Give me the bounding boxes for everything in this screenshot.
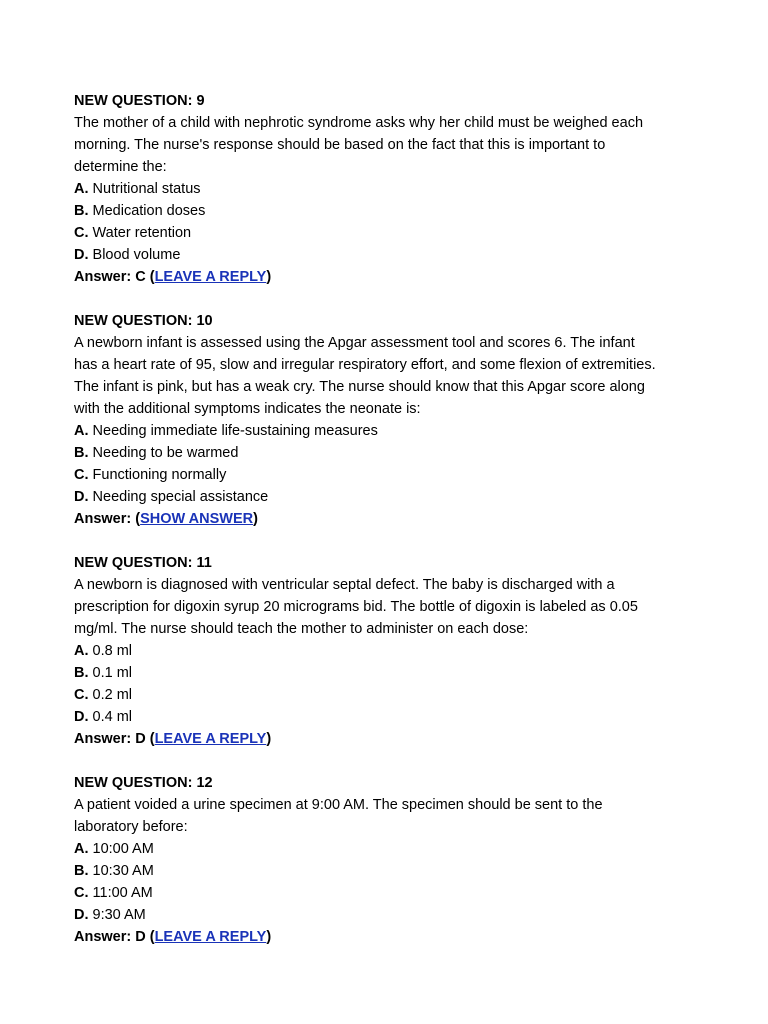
option-c bbox=[74, 464, 734, 486]
option-text: 0.4 ml bbox=[88, 709, 133, 725]
option-text: Blood volume bbox=[88, 247, 181, 263]
option-letter: C. bbox=[74, 687, 89, 703]
show-answer-link[interactable]: SHOW ANSWER bbox=[140, 511, 254, 527]
answer-line bbox=[74, 728, 734, 750]
option-letter: A. bbox=[74, 423, 89, 439]
option-b bbox=[74, 442, 734, 464]
document-page bbox=[74, 90, 734, 970]
option-c bbox=[74, 222, 734, 244]
option-a bbox=[74, 178, 734, 200]
question-stem-line: with the additional symptoms indicates the neonate is: bbox=[74, 401, 421, 417]
answer-suffix: ) bbox=[266, 269, 272, 285]
option-d bbox=[74, 244, 734, 266]
answer-suffix: ) bbox=[253, 511, 258, 527]
question-title: NEW QUESTION: 10 bbox=[74, 313, 213, 329]
question-stem-line: laboratory before: bbox=[74, 819, 188, 835]
option-text: Needing to be warmed bbox=[88, 445, 239, 461]
option-text: Needing immediate life-sustaining measures bbox=[88, 423, 378, 439]
leave-a-reply-link[interactable]: LEAVE A REPLY bbox=[154, 269, 267, 285]
option-text: Water retention bbox=[88, 225, 192, 241]
option-text: 11:00 AM bbox=[88, 885, 153, 901]
answer-prefix: Answer: C ( bbox=[74, 269, 155, 285]
question-title: NEW QUESTION: 9 bbox=[74, 93, 205, 109]
option-text: Needing special assistance bbox=[88, 489, 269, 505]
option-letter: C. bbox=[74, 885, 89, 901]
question-stem-line: A patient voided a urine specimen at 9:00 AM. The specimen should be sent to the bbox=[74, 797, 603, 813]
option-letter: C. bbox=[74, 467, 89, 483]
option-letter: C. bbox=[74, 225, 89, 241]
option-text: Functioning normally bbox=[88, 467, 227, 483]
option-text: 0.2 ml bbox=[88, 687, 133, 703]
answer-prefix: Answer: D ( bbox=[74, 929, 155, 945]
option-letter: B. bbox=[74, 665, 89, 681]
question-10 bbox=[74, 310, 734, 530]
option-b bbox=[74, 662, 734, 684]
option-text: 0.8 ml bbox=[88, 643, 133, 659]
question-stem-line: morning. The nurse's response should be based on the fact that this is important to bbox=[74, 137, 606, 153]
option-c bbox=[74, 684, 734, 706]
leave-a-reply-link[interactable]: LEAVE A REPLY bbox=[154, 731, 267, 747]
leave-a-reply-link[interactable]: LEAVE A REPLY bbox=[154, 929, 267, 945]
option-a bbox=[74, 640, 734, 662]
answer-suffix: ) bbox=[266, 929, 272, 945]
question-stem-line: has a heart rate of 95, slow and irregular respiratory effort, and some flexion of extremities. bbox=[74, 357, 656, 373]
question-11 bbox=[74, 552, 734, 750]
question-title: NEW QUESTION: 12 bbox=[74, 775, 213, 791]
option-letter: D. bbox=[74, 709, 89, 725]
option-letter: D. bbox=[74, 247, 89, 263]
option-a bbox=[74, 420, 734, 442]
option-letter: B. bbox=[74, 203, 89, 219]
option-text: Medication doses bbox=[88, 203, 206, 219]
option-text: 10:30 AM bbox=[88, 863, 154, 879]
question-stem-line: The infant is pink, but has a weak cry. The nurse should know that this Apgar score along bbox=[74, 379, 645, 395]
option-letter: B. bbox=[74, 863, 89, 879]
option-text: 0.1 ml bbox=[88, 665, 133, 681]
answer-line bbox=[74, 508, 734, 530]
answer-prefix: Answer: D ( bbox=[74, 731, 155, 747]
option-b bbox=[74, 200, 734, 222]
option-text: Nutritional status bbox=[88, 181, 201, 197]
question-12 bbox=[74, 772, 734, 948]
option-text: 9:30 AM bbox=[88, 907, 146, 923]
option-d bbox=[74, 904, 734, 926]
option-a bbox=[74, 838, 734, 860]
question-title: NEW QUESTION: 11 bbox=[74, 555, 212, 571]
answer-prefix: Answer: ( bbox=[74, 511, 141, 527]
option-d bbox=[74, 706, 734, 728]
question-stem-line: A newborn infant is assessed using the Apgar assessment tool and scores 6. The infant bbox=[74, 335, 635, 351]
question-stem-line: prescription for digoxin syrup 20 micrograms bid. The bottle of digoxin is labeled as 0.05 bbox=[74, 599, 638, 615]
option-d bbox=[74, 486, 734, 508]
option-text: 10:00 AM bbox=[88, 841, 154, 857]
question-stem-line: A newborn is diagnosed with ventricular septal defect. The baby is discharged with a bbox=[74, 577, 615, 593]
option-c bbox=[74, 882, 734, 904]
answer-suffix: ) bbox=[266, 731, 272, 747]
answer-line bbox=[74, 266, 734, 288]
option-letter: A. bbox=[74, 841, 89, 857]
question-stem-line: The mother of a child with nephrotic syndrome asks why her child must be weighed each bbox=[74, 115, 644, 131]
option-letter: A. bbox=[74, 181, 89, 197]
question-stem-line: determine the: bbox=[74, 159, 167, 175]
question-stem-line: mg/ml. The nurse should teach the mother to administer on each dose: bbox=[74, 621, 529, 637]
answer-line bbox=[74, 926, 734, 948]
question-9 bbox=[74, 90, 734, 288]
option-letter: B. bbox=[74, 445, 89, 461]
option-b bbox=[74, 860, 734, 882]
option-letter: A. bbox=[74, 643, 89, 659]
option-letter: D. bbox=[74, 489, 89, 505]
option-letter: D. bbox=[74, 907, 89, 923]
